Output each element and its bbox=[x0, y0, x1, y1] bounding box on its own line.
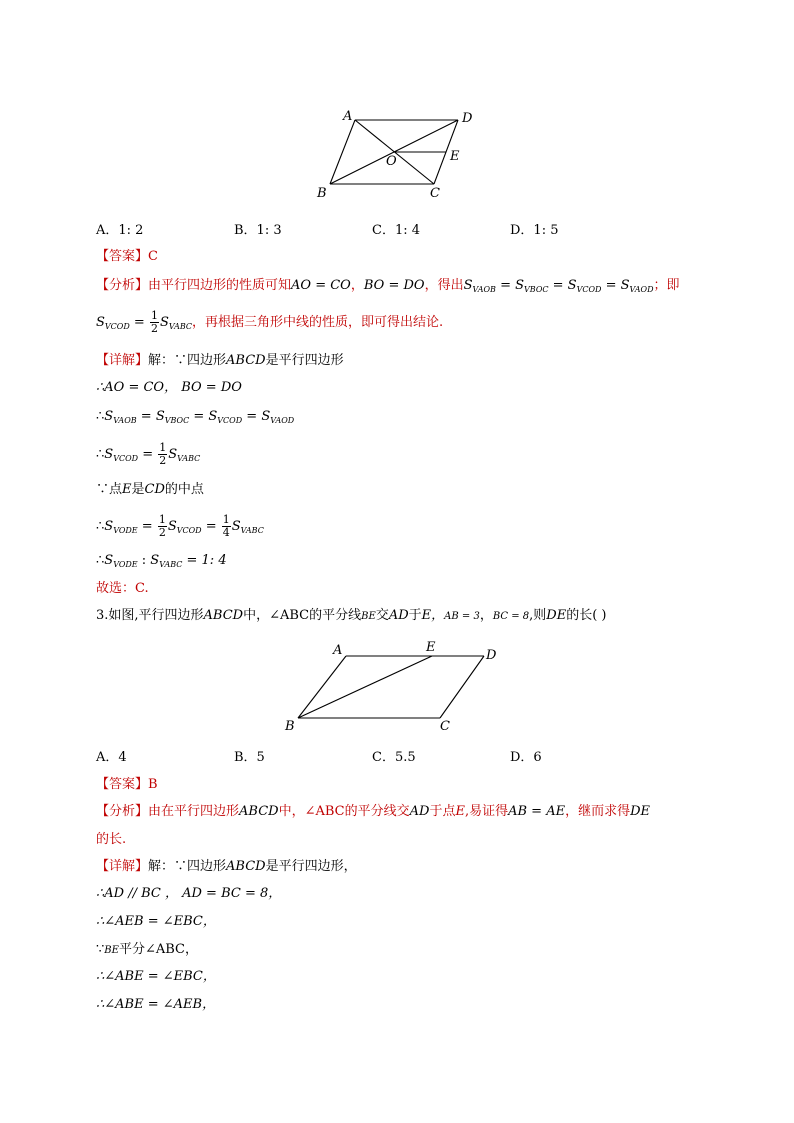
math-expr: BE bbox=[361, 611, 376, 622]
fig1-label-a: A bbox=[343, 109, 353, 124]
detail-tag: 【详解】 bbox=[96, 353, 149, 368]
fraction bbox=[158, 514, 167, 539]
frac-num: 1 bbox=[150, 309, 158, 322]
fig1-label-o: O bbox=[386, 154, 397, 169]
math-s: S bbox=[463, 278, 473, 293]
math-expr: DE bbox=[546, 608, 567, 623]
math-expr: = 1: 4 bbox=[186, 553, 227, 568]
answer-value: B bbox=[148, 777, 158, 792]
answer-tag: 【答案】 bbox=[96, 777, 149, 792]
q3-detail-line-2: ∴AD // BC ， AD = BC = 8， bbox=[96, 886, 282, 901]
math-expr: AO = CO bbox=[291, 278, 351, 293]
therefore-symbol: ∴ bbox=[96, 409, 105, 424]
math-expr: DE bbox=[630, 804, 651, 819]
frac-num: 1 bbox=[222, 513, 230, 526]
figure-parallelogram-bisector bbox=[280, 636, 510, 736]
detail-text: 是平行四边形 bbox=[265, 353, 344, 368]
therefore-symbol: ∴ bbox=[96, 553, 105, 568]
analysis-text: ，得出 bbox=[424, 278, 464, 293]
math-expr: E bbox=[122, 482, 132, 497]
detail-text: 是平行四边形， bbox=[265, 859, 357, 874]
question-number: 3. bbox=[96, 608, 109, 623]
detail-text: 解：∵四边形 bbox=[148, 353, 227, 368]
q3-detail-line-6: ∴∠ABE = ∠AEB， bbox=[96, 997, 216, 1012]
math-s: S bbox=[104, 447, 114, 462]
q2-conclusion: 故选：C. bbox=[96, 581, 149, 596]
math-sub: VODE bbox=[113, 526, 138, 535]
fig2-label-c: C bbox=[440, 719, 450, 734]
q3-answer bbox=[96, 776, 158, 794]
fig2-label-b: B bbox=[285, 719, 295, 734]
math-s: S bbox=[620, 278, 630, 293]
stem-text: 的平分线 bbox=[309, 608, 362, 623]
q3-stem bbox=[96, 607, 606, 626]
q2-detail-line-1 bbox=[96, 352, 344, 370]
fig2-label-e: E bbox=[426, 640, 436, 655]
analysis-text: 由平行四边形的性质可知 bbox=[148, 278, 292, 293]
q2-detail-line-3: $\therefore S_{VAOB} = S_{VBOC} = S_{VCOD} = S_{VAOD}$ bbox=[96, 409, 295, 425]
analysis-text: 中，∠ABC bbox=[278, 804, 345, 819]
analysis-text: ,易证得 bbox=[464, 804, 509, 819]
math-expr: CD bbox=[144, 482, 165, 497]
math-s: S bbox=[104, 409, 114, 424]
q3-analysis-line-1 bbox=[96, 803, 650, 821]
math-expr: ABCD bbox=[226, 859, 266, 874]
because-symbol: ∵ bbox=[96, 942, 105, 957]
q3-analysis-line-2: 的长. bbox=[96, 832, 127, 847]
detail-text: 的中点 bbox=[164, 482, 204, 497]
math-expr: AD bbox=[409, 804, 430, 819]
therefore-symbol: ∴ bbox=[96, 519, 105, 534]
math-sub: VCOD bbox=[217, 416, 243, 425]
math-s: S bbox=[567, 278, 577, 293]
math-sub: VABC bbox=[240, 526, 264, 535]
math-expr: AB = AE bbox=[508, 804, 566, 819]
frac-num: 1 bbox=[159, 441, 167, 454]
q3-option-a: A．4 bbox=[96, 750, 127, 765]
math-sub: VBOC bbox=[524, 285, 549, 294]
math-sub: VCOD bbox=[176, 526, 202, 535]
math-expr: ABCD bbox=[203, 608, 244, 623]
stem-text: 中，∠ABC bbox=[243, 608, 310, 623]
math-s: S bbox=[208, 409, 218, 424]
answer-tag: 【答案】 bbox=[96, 249, 149, 264]
fig1-label-e: E bbox=[450, 149, 460, 164]
frac-den: 2 bbox=[158, 526, 166, 539]
math-sub: VAOB bbox=[113, 416, 137, 425]
analysis-text: ，继而求得 bbox=[565, 804, 631, 819]
figure-parallelogram-diagonals bbox=[310, 106, 490, 202]
math-s: S bbox=[155, 409, 165, 424]
frac-den: 2 bbox=[150, 322, 158, 335]
math-sub: VAOD bbox=[629, 285, 654, 294]
analysis-tag: 【分析】 bbox=[96, 804, 149, 819]
q2-analysis-line-2: $S_{VCOD}$ = $\frac{1}{2}$ $S_{VABC}$，再根据三角形中线的性质，即可得出结论. bbox=[96, 309, 444, 335]
math-expr: AD bbox=[388, 608, 409, 623]
q2-option-d: D．1: 5 bbox=[510, 223, 559, 238]
q2-detail-line-6: $\therefore S_{VODE}$ = $\frac{1}{2}$ $S_{VCOD}$ = $\frac{1}{4}$ $S_{VABC}$ bbox=[96, 513, 264, 539]
frac-den: 4 bbox=[222, 526, 230, 539]
q3-option-c: C．5.5 bbox=[372, 750, 416, 765]
math-expr: E bbox=[455, 804, 465, 819]
math-expr: AB = 3 bbox=[444, 611, 480, 622]
q2-answer bbox=[96, 248, 158, 266]
q2-detail-line-4: $\therefore S_{VCOD}$ = $\frac{1}{2}$ $S_{VABC}$ bbox=[96, 441, 201, 467]
q3-detail-line-4 bbox=[96, 941, 198, 960]
math-sub: VABC bbox=[177, 454, 201, 463]
math-s: S bbox=[96, 315, 105, 330]
math-s: S bbox=[168, 447, 178, 462]
math-s: S bbox=[150, 553, 160, 568]
answer-value: C bbox=[148, 249, 158, 264]
math-sub: VCOD bbox=[104, 322, 130, 331]
math-expr: ABCD bbox=[239, 804, 279, 819]
q2-option-a: A．1: 2 bbox=[96, 223, 144, 238]
analysis-text: 由在平行四边形 bbox=[148, 804, 240, 819]
analysis-text: 的平分线交 bbox=[344, 804, 410, 819]
q3-detail-line-1 bbox=[96, 858, 357, 876]
q3-option-d: D．6 bbox=[510, 750, 542, 765]
math-sub: VAOB bbox=[472, 285, 496, 294]
math-expr: E， bbox=[421, 608, 445, 623]
math-s: S bbox=[515, 278, 525, 293]
detail-text: 是 bbox=[131, 482, 145, 497]
fraction bbox=[158, 442, 167, 467]
analysis-tag: 【分析】 bbox=[96, 278, 149, 293]
therefore-symbol: ∴ bbox=[96, 447, 105, 462]
stem-text: 交 bbox=[375, 608, 389, 623]
fig1-label-c: C bbox=[430, 186, 440, 201]
fraction bbox=[222, 514, 231, 539]
analysis-text: ， bbox=[350, 278, 364, 293]
fig1-label-d: D bbox=[462, 111, 473, 126]
analysis-text: 于点 bbox=[429, 804, 456, 819]
fig2-label-a: A bbox=[333, 643, 343, 658]
detail-text: 解：∵四边形 bbox=[148, 859, 227, 874]
fig1-label-b: B bbox=[317, 186, 327, 201]
frac-num: 1 bbox=[158, 513, 166, 526]
math-s: S bbox=[159, 315, 169, 330]
math-s: S bbox=[167, 519, 177, 534]
analysis-text: ，再根据三角形中线的性质，即可得出结论. bbox=[192, 315, 444, 330]
math-s: S bbox=[261, 409, 271, 424]
stem-text: 的长( ) bbox=[566, 608, 607, 623]
fig2-label-d: D bbox=[486, 648, 497, 663]
math-sub: VABC bbox=[159, 560, 183, 569]
detail-text: 平分∠ABC， bbox=[118, 942, 198, 957]
math-s: S bbox=[104, 519, 114, 534]
math-sub: VBOC bbox=[164, 416, 190, 425]
q3-detail-line-3: ∴∠AEB = ∠EBC， bbox=[96, 914, 216, 929]
q2-option-c: C．1: 4 bbox=[372, 223, 421, 238]
math-sub: VODE bbox=[113, 560, 138, 569]
detail-text: ∵点 bbox=[96, 482, 123, 497]
q2-option-b: B．1: 3 bbox=[234, 223, 282, 238]
stem-text: 如图,平行四边形 bbox=[108, 608, 204, 623]
q3-detail-line-5: ∴∠ABE = ∠EBC， bbox=[96, 969, 216, 984]
math-sub: VCOD bbox=[576, 285, 602, 294]
stem-text: 于 bbox=[408, 608, 422, 623]
q3-option-b: B．5 bbox=[234, 750, 265, 765]
math-s: S bbox=[231, 519, 241, 534]
math-expr: BO = DO bbox=[363, 278, 425, 293]
stem-text: ， bbox=[479, 608, 493, 623]
frac-den: 2 bbox=[159, 454, 167, 467]
q2-detail-line-7: $\therefore S_{VODE}$ : $S_{VABC} = 1$: 4 bbox=[96, 553, 227, 569]
stem-text: ,则 bbox=[529, 608, 547, 623]
math-sub: VABC bbox=[168, 322, 193, 331]
q2-detail-line-5 bbox=[96, 481, 204, 499]
math-s: S bbox=[104, 553, 114, 568]
detail-tag: 【详解】 bbox=[96, 859, 149, 874]
math-expr: BE bbox=[104, 945, 119, 956]
math-sub: VCOD bbox=[113, 454, 139, 463]
q2-analysis-line-1: 【分析】由平行四边形的性质可知AO = CO，BO = DO，得出$S_{VAOB} = S_{VBOC} = S_{VCOD} = S_{VAOD}$；即 bbox=[96, 278, 680, 294]
math-sub: VAOD bbox=[270, 416, 295, 425]
analysis-text: ；即 bbox=[653, 278, 680, 293]
math-expr: BC = 8 bbox=[492, 611, 530, 622]
fraction bbox=[150, 310, 159, 335]
q2-detail-line-2: ∴AO = CO， BO = DO bbox=[96, 380, 242, 395]
math-expr: ABCD bbox=[226, 353, 266, 368]
